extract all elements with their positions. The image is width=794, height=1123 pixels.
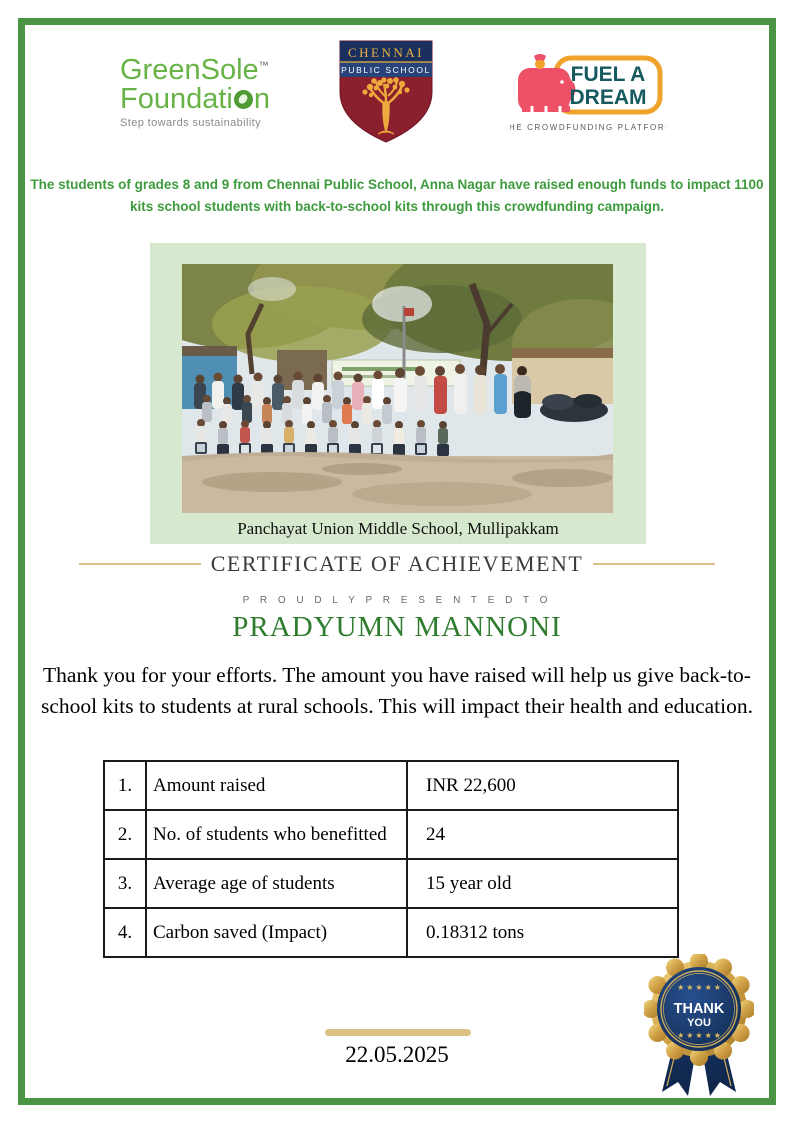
table-row: [104, 859, 678, 908]
school-group-photo: [182, 264, 613, 513]
chennai-public-school-logo: [338, 40, 434, 144]
group-photo-illustration: [182, 264, 613, 513]
thank-you-message: Thank you for your efforts. The amount you have raised will help us give back-to-school kits to students at rural schools. This will impact their health and education.: [41, 663, 753, 719]
greensole-name: GreenSole: [120, 54, 259, 86]
trademark-symbol: ™: [258, 60, 269, 72]
svg-text:CHENNAI: CHENNAI: [348, 45, 424, 60]
greensole-foundation-word: Foundati: [120, 83, 233, 115]
school-shield-icon: [338, 40, 434, 144]
svg-text:FUEL A: FUEL A: [570, 63, 646, 86]
table-row: [104, 810, 678, 859]
svg-text:DREAM: DREAM: [569, 86, 647, 109]
presented-to-label: P R O U D L Y P R E S E N T E D T O: [242, 595, 552, 606]
campaign-intro-text: The students of grades 8 and 9 from Chennai Public School, Anna Nagar have raised enough funds to impact 1100 kits school students with back-to-school kits through this crowdfunding campaign.: [30, 177, 764, 215]
row-value: 24: [407, 810, 678, 859]
row-value: 0.18312 tons: [407, 908, 678, 957]
greensole-foundation-logo: GreenSole™ Foundati n Step towards sustainability: [120, 56, 290, 129]
thank-you-badge: [644, 954, 754, 1102]
badge-stars-bottom: ★ ★ ★ ★ ★: [677, 1031, 721, 1040]
row-label: No. of students who benefitted: [146, 810, 407, 859]
row-number: 2.: [104, 810, 146, 859]
date-rule: [325, 1029, 471, 1036]
row-number: 3.: [104, 859, 146, 908]
row-number: 1.: [104, 761, 146, 810]
svg-text:PUBLIC SCHOOL: PUBLIC SCHOOL: [341, 65, 431, 75]
badge-you-text: YOU: [687, 1017, 711, 1029]
row-value: INR 22,600: [407, 761, 678, 810]
greensole-leaf-o-icon: [234, 90, 253, 109]
row-label: Carbon saved (Impact): [146, 908, 407, 957]
left-rule: [79, 563, 201, 565]
photo-panel: [150, 243, 646, 544]
thank-you-rosette-icon: [644, 954, 754, 1102]
badge-thank-text: THANK: [673, 1001, 725, 1017]
greensole-tagline: Step towards sustainability: [120, 117, 262, 129]
row-number: 4.: [104, 908, 146, 957]
fuel-a-dream-icon: [510, 50, 666, 140]
impact-table: [103, 760, 679, 958]
certificate-date: 22.05.2025: [345, 1042, 449, 1067]
fad-tagline: THE CROWDFUNDING PLATFORM: [510, 123, 666, 132]
row-label: Amount raised: [146, 761, 407, 810]
recipient-name: PRADYUMN MANNONI: [232, 611, 562, 643]
fuel-a-dream-logo: [510, 50, 666, 140]
row-value: 15 year old: [407, 859, 678, 908]
photo-caption: Panchayat Union Middle School, Mullipakkam: [237, 519, 559, 538]
certificate-heading: CERTIFICATE OF ACHIEVEMENT: [210, 551, 584, 576]
table-row: [104, 761, 678, 810]
certificate-heading-row: [0, 551, 794, 577]
table-row: [104, 908, 678, 957]
row-label: Average age of students: [146, 859, 407, 908]
right-rule: [593, 563, 715, 565]
badge-stars-top: ★ ★ ★ ★ ★: [677, 983, 721, 992]
